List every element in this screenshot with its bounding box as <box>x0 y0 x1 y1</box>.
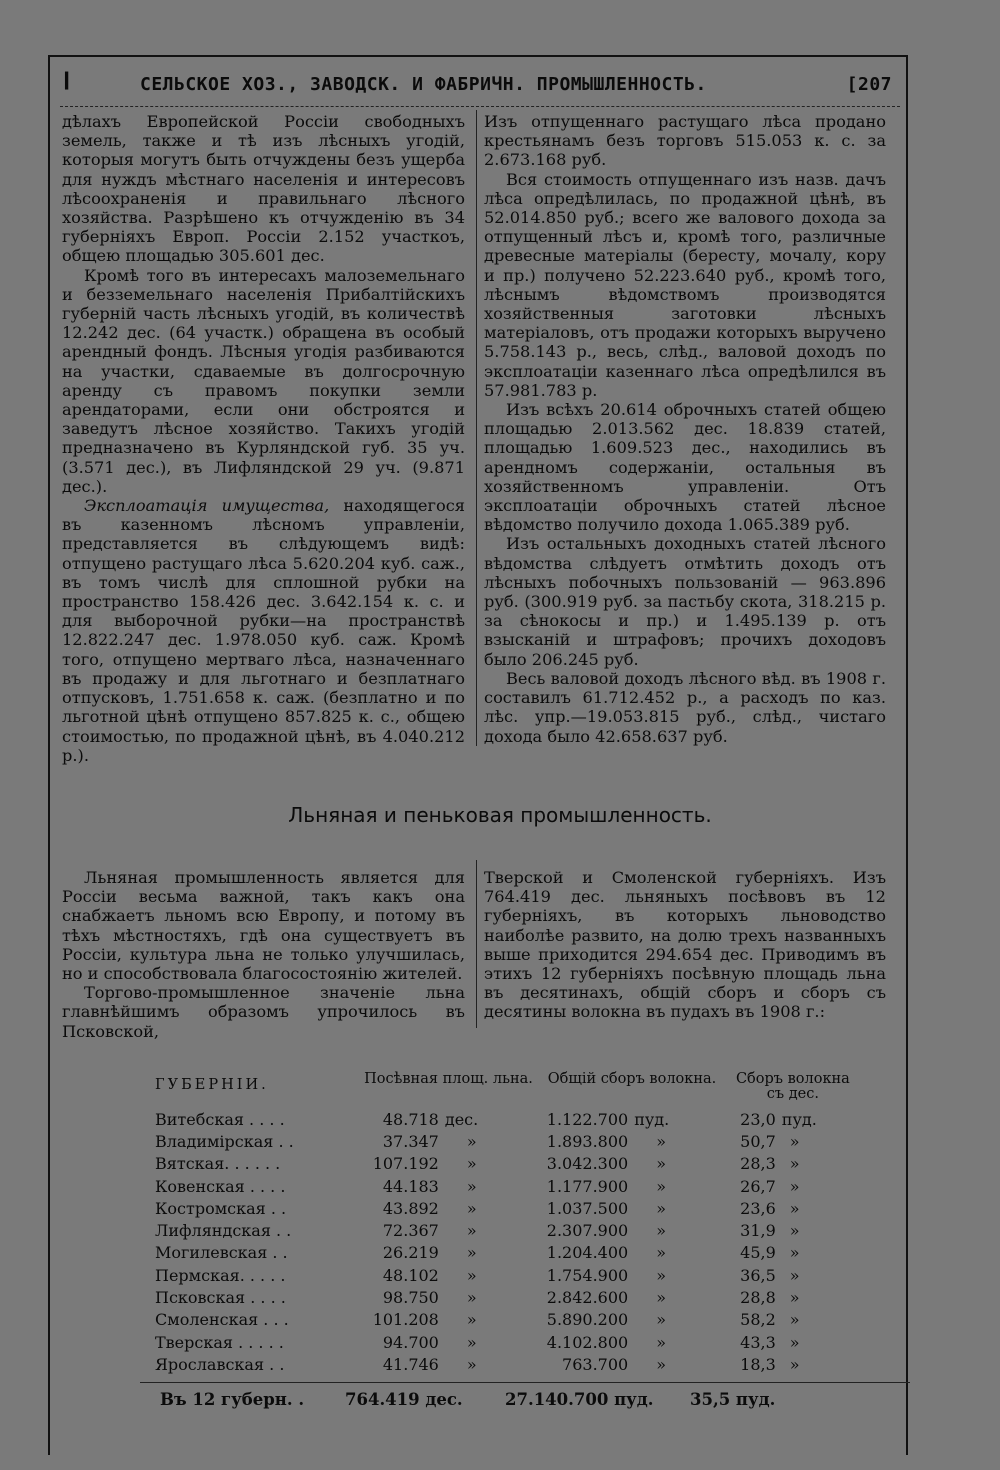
province-name: Могилевская . . <box>155 1243 288 1263</box>
table-row <box>155 1264 855 1286</box>
table-row <box>155 1242 855 1264</box>
paragraph <box>62 496 465 765</box>
header-province: ГУБЕРНІИ. <box>155 1077 269 1093</box>
harvest-unit: пуд. <box>634 1109 670 1129</box>
ditto-mark: » <box>789 1243 800 1263</box>
ditto-mark: » <box>789 1310 800 1330</box>
ditto-mark: » <box>789 1131 800 1151</box>
ditto-mark: » <box>789 1154 800 1174</box>
section-title: Льняная и пеньковая промышленность. <box>288 803 712 827</box>
harvest-value: 1.122.700 <box>546 1109 629 1129</box>
table-row <box>155 1309 855 1331</box>
ditto-mark: » <box>656 1131 666 1151</box>
table-row <box>155 1331 855 1353</box>
harvest-value: 763.700 <box>562 1354 629 1374</box>
total-harvest: 27.140.700 пуд. <box>505 1390 654 1409</box>
ditto-mark: » <box>466 1332 477 1352</box>
fiber-value: 23,6 <box>740 1198 776 1218</box>
fiber-value: 43,3 <box>740 1332 776 1352</box>
ditto-mark: » <box>789 1332 800 1352</box>
italic-lead: Эксплоатація имущества, <box>84 496 330 516</box>
table-row <box>155 1353 855 1375</box>
province-name: Ярославская . . <box>155 1354 285 1374</box>
running-header <box>60 68 900 104</box>
province-name: Владимірская . . <box>155 1131 294 1151</box>
total-fiber: 35,5 пуд. <box>690 1390 776 1409</box>
ditto-mark: » <box>466 1154 477 1174</box>
province-name: Костромская . . <box>155 1198 287 1218</box>
ditto-mark: » <box>466 1265 477 1285</box>
table-row <box>155 1108 855 1130</box>
harvest-value: 1.177.900 <box>546 1176 629 1196</box>
bottom-left-column <box>62 868 465 1041</box>
province-name: Ковенская . . . . <box>155 1176 286 1196</box>
ditto-mark: » <box>789 1354 800 1374</box>
top-right-column <box>484 112 886 746</box>
ditto-mark: » <box>789 1288 800 1308</box>
ditto-mark: » <box>656 1265 666 1285</box>
province-name: Тверская . . . . . <box>155 1332 284 1352</box>
ditto-mark: » <box>466 1131 477 1151</box>
province-name: Смоленская . . . <box>155 1310 289 1330</box>
fiber-value: 36,5 <box>740 1265 776 1285</box>
total-rule <box>140 1382 910 1383</box>
fiber-value: 31,9 <box>740 1221 776 1241</box>
paragraph: Весь валовой доходъ лѣсного вѣд. въ 1908 г. составилъ 61.712.452 р., а расходъ по каз. лѣс. упр.—19.053.815 руб., слѣд., чистаго дохода было 42.658.637 руб. <box>484 668 886 746</box>
table-header-row <box>155 1072 855 1108</box>
header-fiber: Сборъ волокна съ дес. <box>735 1071 850 1102</box>
area-value: 48.102 <box>382 1265 439 1285</box>
area-value: 26.219 <box>382 1243 439 1263</box>
area-value: 43.892 <box>382 1198 439 1218</box>
paragraph: Изъ отпущеннаго растущаго лѣса продано крестьянамъ безъ торговъ 515.053 к. с. за 2.673.168 руб. <box>484 112 886 170</box>
column-divider <box>476 110 477 746</box>
harvest-value: 1.037.500 <box>546 1198 629 1218</box>
harvest-value: 1.893.800 <box>546 1131 629 1151</box>
ditto-mark: » <box>466 1176 477 1196</box>
ditto-mark: » <box>656 1310 666 1330</box>
ditto-mark: » <box>466 1288 477 1308</box>
paragraph-text: находящегося въ казенномъ лѣсномъ управленіи, представляется въ слѣдующемъ видѣ: отпущено растущаго лѣса 5.620.204 куб. саж., въ томъ числѣ для сплошной рубки на пространство 158.426 дес. 3.642.154 к. с. и для выборочной рубки—на пространствѣ 12.822.247 дес. 1.978.050 куб. саж. Кромѣ того, отпущено мертваго лѣса, назначеннаго въ продажу и для льготнаго и безплатнаго отпусковъ, 1.751.658 к. саж. (безплатно и по льготной цѣнѣ отпущено 857.825 к. с., общею стоимостью, по продажной цѣнѣ, въ 4.040.212 р.). <box>62 496 465 765</box>
bottom-right-column <box>484 868 886 1022</box>
area-value: 101.208 <box>372 1310 439 1330</box>
ditto-mark: » <box>789 1176 800 1196</box>
paragraph: Кромѣ того въ интересахъ малоземельнаго и безземельнаго населенія Прибалтійскихъ губерній часть лѣсныхъ угодій, въ количествѣ 12.242 дес. (64 участк.) обращена въ особый арендный фондъ. Лѣсныя угодія разбиваются на участки, сдаваемые въ долгосрочную аренду съ правомъ покупки земли арендаторами, если они обстроятся и заведутъ лѣсное хозяйство. Такихъ угодій предназначено въ Курляндской губ. 35 уч. (3.571 дес.), въ Лифляндской 29 уч. (9.871 дес.). <box>62 265 465 496</box>
table-row <box>155 1197 855 1219</box>
page-number: [207 <box>846 74 892 95</box>
fiber-unit: пуд. <box>781 1109 817 1129</box>
ditto-mark: » <box>656 1176 666 1196</box>
total-label: Въ 12 губерн. . <box>160 1390 305 1409</box>
paragraph: Изъ остальныхъ доходныхъ статей лѣсного вѣдомства слѣдуетъ отмѣтить доходъ отъ лѣсныхъ побочныхъ пользованій — 963.896 руб. (300.919 руб. за пастьбу скота, 318.215 р. за сѣнокосы и пр.) и 1.495.139 р. отъ взысканій и штрафовъ; прочихъ доходовъ было 206.245 руб. <box>484 534 886 669</box>
harvest-value: 2.842.600 <box>546 1288 629 1308</box>
fiber-value: 45,9 <box>740 1243 776 1263</box>
ditto-mark: » <box>789 1221 800 1241</box>
ditto-mark: » <box>656 1221 666 1241</box>
table-body <box>155 1108 855 1376</box>
total-area: 764.419 дес. <box>345 1390 463 1409</box>
ditto-mark: » <box>789 1265 800 1285</box>
header-title: СЕЛЬСКОЕ ХОЗ., ЗАВОДСК. И ФАБРИЧН. ПРОМЫШЛЕННОСТЬ. <box>140 74 707 95</box>
table-row <box>155 1153 855 1175</box>
province-name: Лифляндская . . <box>155 1221 292 1241</box>
header-rule <box>60 100 900 107</box>
header-total: Общій сборъ волокна. <box>547 1071 717 1087</box>
paragraph: Тверской и Смоленской губерніяхъ. Изъ 764.419 дес. льняныхъ посѣвовъ въ 12 губерніяхъ, въ которыхъ льноводство наиболѣе развито, на долю трехъ названныхъ выше приходится 294.654 дес. Приводимъ въ этихъ 12 губерніяхъ посѣвную площадь льна въ десятинахъ, общій сборъ и сборъ съ десятины волокна въ пудахъ въ 1908 г.: <box>484 868 886 1022</box>
ditto-mark: » <box>466 1354 477 1374</box>
ditto-mark: » <box>656 1288 666 1308</box>
paragraph: Вся стоимость отпущеннаго изъ назв. дачъ лѣса опредѣлилась, по продажной цѣнѣ, въ 52.014.850 руб.; всего же валового дохода за отпущенный лѣсъ и, кромѣ того, различные древесные матеріалы (бересту, мочалу, кору и пр.) получено 52.223.640 руб., кромѣ того, лѣснымъ вѣдомствомъ производятся хозяйственныя заготовки лѣсныхъ матеріаловъ, отъ продажи которыхъ выручено 5.758.143 р., весь, слѣд., валовой доходъ по эксплоатаціи казеннаго лѣса опредѣлился въ 57.981.783 р. <box>484 169 886 400</box>
harvest-value: 1.204.400 <box>546 1243 629 1263</box>
fiber-value: 23,0 <box>740 1109 776 1129</box>
harvest-value: 3.042.300 <box>546 1154 629 1174</box>
ditto-mark: » <box>656 1332 666 1352</box>
ditto-mark: » <box>789 1198 800 1218</box>
harvest-value: 5.890.200 <box>546 1310 629 1330</box>
area-value: 44.183 <box>382 1176 439 1196</box>
margin-mark: ❙ <box>60 68 74 93</box>
table-row <box>155 1219 855 1241</box>
flax-table <box>155 1072 855 1376</box>
province-name: Пермская. . . . . <box>155 1265 286 1285</box>
province-name: Витебская . . . . <box>155 1109 285 1129</box>
area-value: 107.192 <box>372 1154 439 1174</box>
fiber-value: 28,3 <box>740 1154 776 1174</box>
fiber-value: 58,2 <box>740 1310 776 1330</box>
ditto-mark: » <box>656 1154 666 1174</box>
column-divider <box>476 860 477 1028</box>
area-value: 98.750 <box>382 1288 439 1308</box>
area-value: 48.718 <box>382 1109 439 1129</box>
harvest-value: 1.754.900 <box>546 1265 629 1285</box>
paragraph: Торгово-промышленное значеніе льна главнѣйшимъ образомъ упрочилось въ Псковской, <box>62 983 465 1041</box>
ditto-mark: » <box>656 1243 666 1263</box>
top-left-column <box>62 112 465 765</box>
table-row <box>155 1286 855 1308</box>
area-unit: дес. <box>444 1109 479 1129</box>
fiber-value: 28,8 <box>740 1288 776 1308</box>
table-row <box>155 1175 855 1197</box>
ditto-mark: » <box>656 1198 666 1218</box>
ditto-mark: » <box>466 1243 477 1263</box>
area-value: 41.746 <box>382 1354 439 1374</box>
header-area: Посѣвная площ. льна. <box>364 1071 533 1087</box>
paragraph: дѣлахъ Европейской Россіи свободныхъ земель, также и тѣ изъ лѣсныхъ угодій, которыя могутъ быть отчуждены безъ ущерба для нуждъ мѣстнаго населенія и интересовъ лѣсоохраненія и правильнаго лѣсного хозяйства. Разрѣшено къ отчужденію въ 34 губерніяхъ Европ. Россіи 2.152 участкоъ, общею площадью 305.601 дес. <box>62 112 465 266</box>
paragraph: Изъ всѣхъ 20.614 оброчныхъ статей общею площадью 2.013.562 дес. 18.839 статей, площадью 1.609.523 дес., находились въ арендномъ содержаніи, остальныя въ хозяйственномъ управленіи. Отъ эксплоатаціи оброчныхъ статей лѣсное вѣдомство получило дохода 1.065.389 руб. <box>484 400 886 535</box>
paragraph: Льняная промышленность является для Россіи весьма важной, такъ какъ она снабжаетъ льномъ всю Европу, и потому въ тѣхъ мѣстностяхъ, гдѣ она существуетъ въ Россіи, культура льна не только улучшилась, но и способствовала благосостоянію жителей. <box>62 868 465 984</box>
table-row <box>155 1130 855 1152</box>
fiber-value: 26,7 <box>740 1176 776 1196</box>
fiber-value: 50,7 <box>740 1131 776 1151</box>
harvest-value: 4.102.800 <box>546 1332 629 1352</box>
province-name: Псковская . . . . <box>155 1288 286 1308</box>
area-value: 37.347 <box>382 1131 439 1151</box>
ditto-mark: » <box>656 1354 666 1374</box>
fiber-value: 18,3 <box>740 1354 776 1374</box>
province-name: Вятская. . . . . . <box>155 1154 281 1174</box>
area-value: 94.700 <box>382 1332 439 1352</box>
ditto-mark: » <box>466 1198 477 1218</box>
ditto-mark: » <box>466 1221 477 1241</box>
area-value: 72.367 <box>382 1221 439 1241</box>
harvest-value: 2.307.900 <box>546 1221 629 1241</box>
ditto-mark: » <box>466 1310 477 1330</box>
